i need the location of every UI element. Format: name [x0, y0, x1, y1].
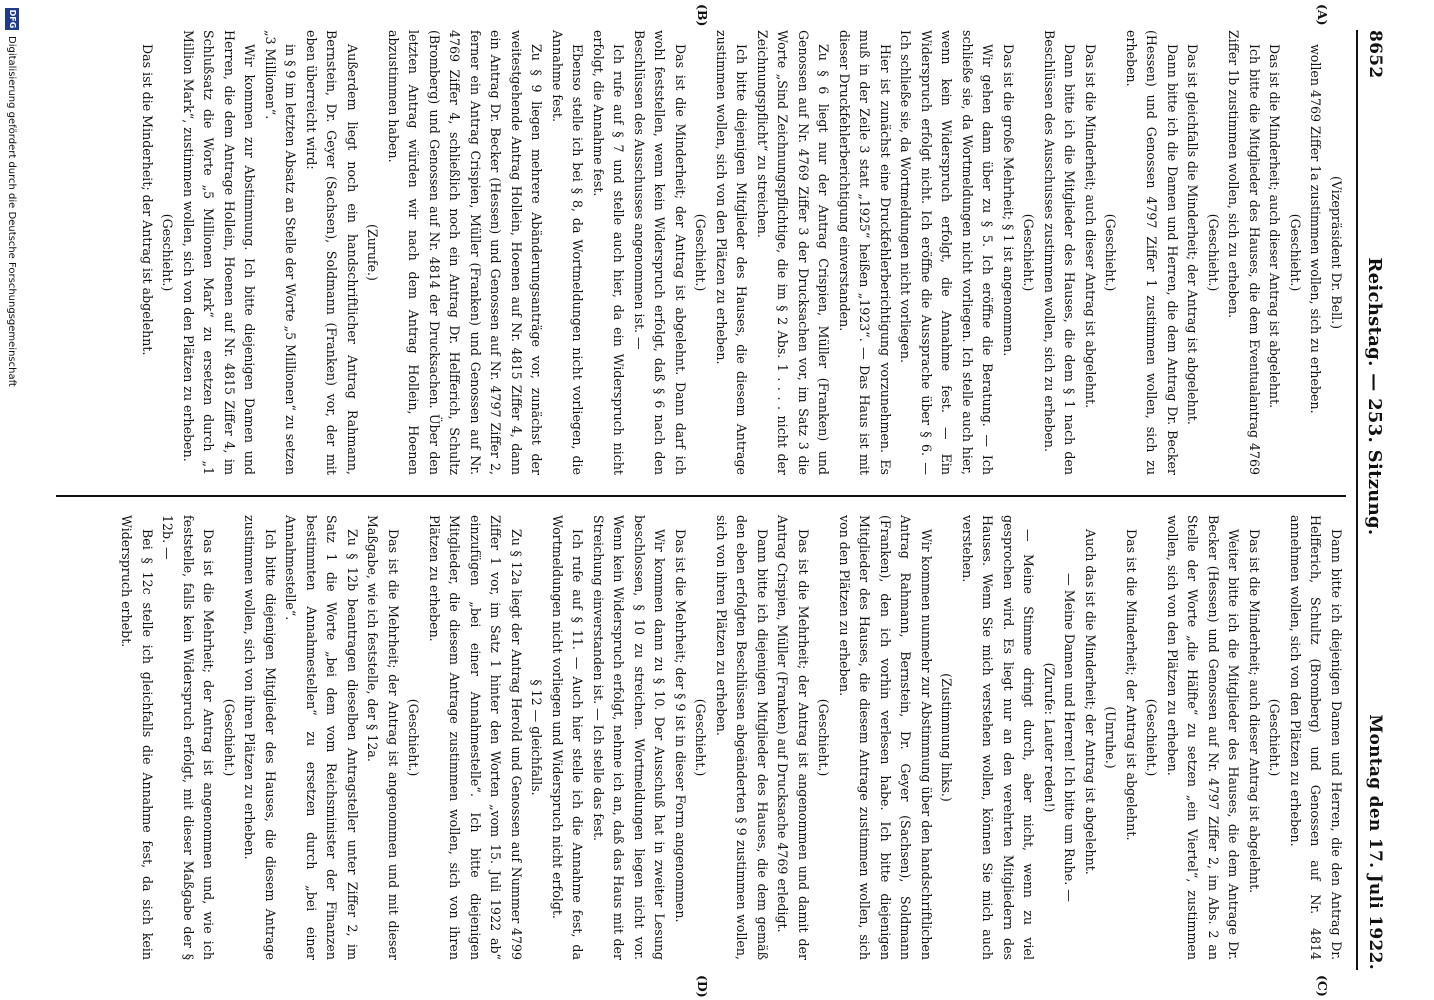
paragraph: — Meine Damen und Herren! Ich bitte um Ruhe. —	[1062, 573, 1078, 902]
paragraph: (Zurufe: Lauter reden!)	[1042, 662, 1057, 813]
footer-text: Digitalisierung gefördert durch die Deutsche Forschungsgemeinschaft	[6, 36, 18, 387]
paragraph: Hier ist zunächst eine Druckfehlerberichtigung vorzunehmen. Es muß in der Zeile 3 statt „1925“ heißen „1923“. — Das Haus ist mit dieser Druckfehlerberichtigung einverstanden.	[837, 30, 893, 475]
paragraph: Wir kommen dann zu § 10. Der Ausschuß hat in zweiter Lesung beschlossen, § 10 zu streichen. Wortmeldungen liegen nicht vor. Wenn kein Widerspruch erfolgt, nehme ich an, daß das Haus mit der Streichung einverstanden ist. — Ich stelle das fest.	[591, 515, 668, 960]
paragraph: Das ist die Mehrheit; der Antrag ist angenommen und damit der Antrag Crispien, Müller (Franken) auf Drucksache 4769 erledigt.	[775, 515, 811, 960]
page-header	[1360, 30, 1390, 970]
paragraph: Das ist die Minderheit; auch dieser Antrag ist abgelehnt.	[1083, 44, 1098, 409]
paragraph: Außerdem liegt noch ein handschriftlicher Antrag Rahmann, Bernstein, Dr. Geyer (Sachsen), Soldmann (Franken) vor, der mit eben überreicht wird:	[304, 30, 360, 475]
paragraph: Weiter bitte ich die Mitglieder des Hauses, die dem Antrage Dr. Becker (Hessen) und Genossen auf Nr. 4797 Ziffer 2, im Abs. 2 an Stelle der Worte „die Hälfte“ zu setzen „ein Viertel“, zustimmen wollen, sich von den Plätzen zu erheben.	[1165, 515, 1242, 960]
paragraph: Dann bitte ich die Mitglieder des Hauses, die dem § 1 nach den Beschlüssen des Ausschusses zustimmen wollen, sich zu erheben.	[1042, 30, 1078, 475]
paragraph: (Geschieht.)	[693, 213, 709, 292]
paragraph: Dann bitte ich diejenigen Damen und Herren, die den Antrag Dr. Helfferich, Schultz (Bromberg) und Genossen auf Nr. 4814 annehmen wollen, sich von den Plätzen zu erheben.	[1288, 515, 1344, 960]
dfg-logo: DFG	[5, 8, 19, 30]
paragraph: Ich bitte diejenigen Mitglieder des Hauses, die diesem Antrage zustimmen wollen, sich von den Plätzen zu erheben.	[714, 30, 750, 475]
margin-mark-b: (B)	[695, 4, 710, 27]
paragraph: (Geschieht.)	[1267, 698, 1283, 777]
header-rule	[1356, 30, 1358, 970]
paragraph: § 12 — gleichfalls.	[529, 679, 545, 796]
paragraph: (Unruhe.)	[1103, 706, 1119, 769]
paragraph: (Geschieht.)	[1103, 213, 1119, 292]
paragraph: (Zurufe.)	[365, 224, 381, 281]
paragraph: Dann bitte ich die Damen und Herren, die dem Antrag Dr. Becker (Hessen) und Genossen 4797 Ziffer 1 zustimmen wollen, sich zu erheben.	[1124, 30, 1180, 475]
paragraph: Auch das ist die Minderheit; der Antrag ist abgelehnt.	[1083, 529, 1098, 875]
paragraph: Zu § 12b beantragen dieselben Antragsteller unter Ziffer 2, im Satz 1 die Worte „bei dem vom Reichsminister der Finanzen bestimmten Annahmestellen“ zu ersetzen durch „bei einer Annahmestelle“.	[283, 515, 360, 960]
column-divider	[56, 495, 1346, 497]
paragraph: in § 9 im letzten Absatz an Stelle der Worte „5 Millionen“ zu setzen „3 Millionen“.	[263, 30, 299, 475]
paragraph: (Geschieht.)	[222, 698, 237, 777]
paragraph: Ich bitte die Mitglieder des Hauses, die dem Eventualantrag 4769 Ziffer 1b zustimmen wollen, sich zu erheben.	[1226, 30, 1262, 475]
margin-mark-c: (C)	[1315, 975, 1330, 997]
paragraph: (Geschieht.)	[1144, 698, 1160, 777]
paragraph: Zu § 12a liegt der Antrag Herold und Genossen auf Nummer 4799 Ziffer 1 vor, im Satz 1 hinter den Worten „vom 15. Juli 1922 ab“ einzufügen „bei einer Annahmestelle“. Ich bitte diejenigen Mitglieder, die diesem Antrage zustimmen wollen, sich von ihren Plätzen zu erheben.	[427, 515, 524, 960]
paragraph: Ich rufe auf § 11. — Auch hier stelle ich die Annahme fest, da Wortmeldungen nicht vorliegen und Widerspruch nicht erfolgt.	[550, 515, 586, 960]
left-column	[46, 30, 1346, 475]
paragraph: Dann bitte ich diejenigen Mitglieder des Hauses, die dem gemäß den eben erfolgten Beschlüssen abgeänderten § 9 zustimmen wollen, sich von ihren Plätzen zu erheben.	[714, 515, 770, 960]
paragraph: Bei § 12c stelle ich gleichfalls die Annahme fest, da sich kein Widerspruch erhebt.	[119, 515, 155, 960]
paragraph: (Geschieht.)	[160, 213, 176, 292]
margin-mark-a: (A)	[1315, 4, 1330, 26]
paragraph: Das ist gleichfalls die Minderheit; der Antrag ist abgelehnt.	[1185, 44, 1201, 425]
paragraph: wollen 4769 Ziffer 1a zustimmen wollen, sich zu erheben.	[1308, 44, 1324, 414]
paragraph: Ich bitte diejenigen Mitglieder des Hauses, die diesem Antrage zustimmen wollen, sich von ihren Plätzen zu erheben.	[242, 515, 278, 960]
paragraph: (Geschieht.)	[1288, 213, 1303, 292]
paragraph: (Geschieht.)	[1206, 213, 1221, 292]
footer	[0, 0, 24, 1000]
paragraph: (Vizepräsident Dr. Bell.)	[1329, 175, 1344, 330]
page-number: 8652	[1365, 30, 1385, 79]
paragraph: (Geschieht.)	[406, 698, 422, 777]
paragraph: Das ist die Minderheit; der Antrag ist abgelehnt.	[1124, 529, 1139, 841]
paragraph: Das ist die Minderheit; der Antrag ist abgelehnt. Dann darf ich wohl feststellen, wenn kein Widerspruch erfolgt, daß § 6 nach den Beschlüssen des Ausschusses angenommen ist. —	[632, 30, 688, 475]
paragraph: — Meine Stimme dringt durch, aber nicht, wenn zu viel gesprochen wird. Es liegt nur an den verehrten Mitgliedern des Hauses. Wenn Sie mich verstehen wollen, können Sie mich auch verstehen.	[960, 515, 1037, 960]
paragraph: Das ist die große Mehrheit; § 1 ist angenommen.	[1001, 44, 1016, 357]
page-title: Reichstag. — 253. Sitzung.	[1364, 257, 1386, 536]
paragraph: (Geschieht.)	[816, 698, 832, 777]
paragraph: Ebenso stelle ich bei § 8, da Wortmeldungen nicht vorliegen, die Annahme fest.	[550, 30, 586, 475]
paragraph: Wir kommen nunmehr zur Abstimmung über den handschriftlichen Antrag Rahmann, Bernstein, Dr. Geyer (Sachsen), Soldmann (Franken), den ich vorhin verlesen habe. Ich bitte diejenigen Mitglieder des Hauses, die diesem Antrage zustimmen wollen, sich von den Plätzen zu erheben.	[837, 515, 934, 960]
paragraph: Das ist die Minderheit; der Antrag ist abgelehnt.	[140, 44, 155, 356]
paragraph: Zu § 9 liegen mehrere Abänderungsanträge vor, zunächst der weitestgehende Antrag Hollein, Hoenen auf Nr. 4815 Ziffer 4, dann ein Antrag Dr. Becker (Hessen) und Genossen auf Nr. 4797 Ziffer 2, ferner ein Antrag Crispien, Müller (Franken) und Genossen auf Nr. 4769 Ziffer 4, schließlich noch ein Antrag Dr. Helfferich, Schultz (Bromberg) und Genossen auf Nr. 4814 der Drucksachen. Über den letzten Antrag würden wir nach dem Antrag Hollein, Hoenen abzustimmen haben.	[386, 30, 545, 475]
paragraph: Das ist die Minderheit; auch dieser Antrag ist abgelehnt.	[1247, 529, 1262, 894]
paragraph: Wir kommen zur Abstimmung. Ich bitte diejenigen Damen und Herren, die dem Antrage Hollein, Hoenen auf Nr. 4815 Ziffer 4, im Schlußsatz die Worte „5 Millionen Mark“ zu ersetzen durch „1 Million Mark“, zustimmen wollen, sich von den Plätzen zu erheben.	[181, 30, 258, 475]
paragraph: Wir gehen dann über zu § 5. Ich eröffne die Beratung. — Ich schließe sie, da Wortmeldungen nicht vorliegen. Ich stelle auch hier, wenn kein Widerspruch erfolgt, die Annahme fest. — Ein Widerspruch erfolgt nicht. Ich eröffne die Aussprache über § 6. — Ich schließe sie, da Wortmeldungen nicht vorliegen.	[898, 30, 996, 475]
paragraph: Zu § 6 liegt nur der Antrag Crispien, Müller (Franken) und Genossen auf Nr. 4769 Ziffer 3 der Drucksachen vor, im Satz 3 die Worte „Sind Zeichnungspflichtige, die im § 2 Abs. 1 . . . . nicht der Zeichnungspflicht“ zu streichen.	[755, 30, 832, 475]
right-column	[46, 515, 1346, 960]
paragraph: Das ist die Minderheit; auch dieser Antrag ist abgelehnt.	[1267, 44, 1283, 409]
paragraph: (Zustimmung links.)	[939, 673, 955, 802]
paragraph: Ich rufe auf § 7 und stelle auch hier, da ein Widerspruch nicht erfolgt, die Annahme fest.	[591, 30, 627, 475]
paragraph: Das ist die Mehrheit; der Antrag ist angenommen und mit dieser Maßgabe, wie ich feststelle, der § 12a.	[365, 515, 401, 960]
session-date: Montag den 17. Juli 1922.	[1365, 714, 1385, 970]
paragraph: (Geschieht.)	[1021, 213, 1037, 292]
margin-mark-d: (D)	[695, 975, 710, 998]
paragraph: Das ist die Mehrheit; der Antrag ist angenommen und, wie ich feststelle, falls kein Widerspruch erfolgt, mit dieser Maßgabe der § 12b. —	[160, 515, 217, 960]
paragraph: Das ist die Mehrheit; der § 9 ist in dieser Form angenommen.	[673, 529, 688, 923]
document-page	[40, 4, 1390, 998]
paragraph: (Geschieht.)	[693, 698, 709, 777]
